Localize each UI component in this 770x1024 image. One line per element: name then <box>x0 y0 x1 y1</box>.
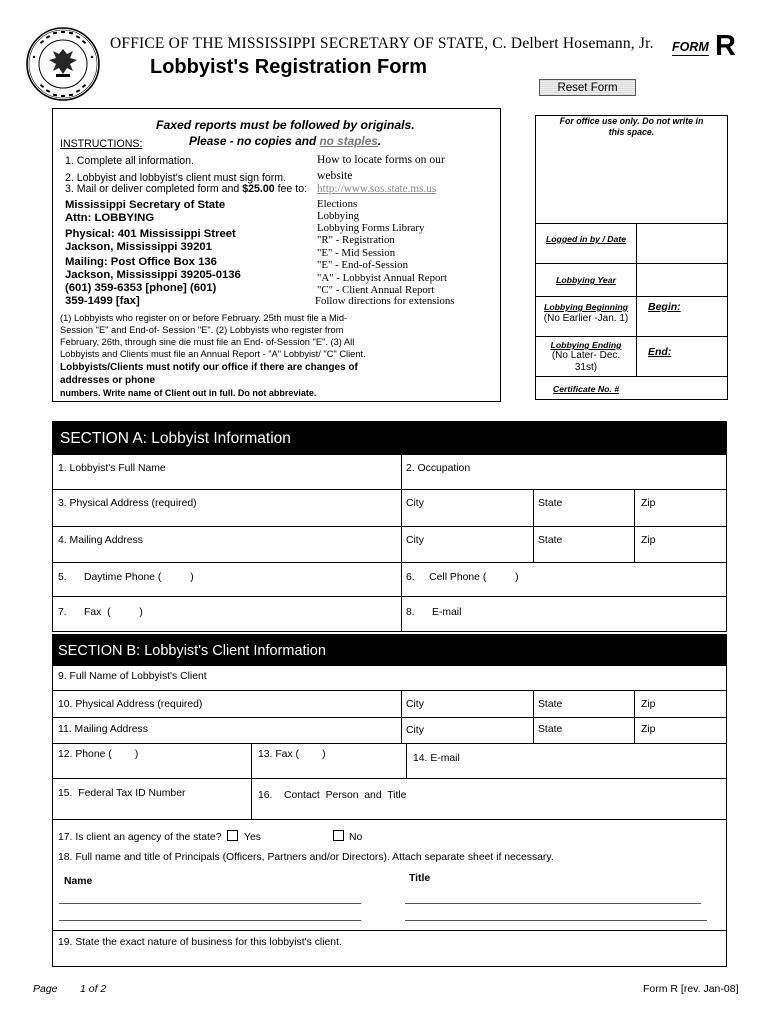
office-use-note: this space. <box>608 127 655 137</box>
locate-line: Lobbying Forms Library <box>317 222 425 234</box>
locate-line: Lobbying <box>317 210 359 222</box>
principals-instruction: 18. Full name and title of Principals (Officers, Partners and/or Directors). Attach separate sheet if necessary. <box>58 852 554 863</box>
logged-label: Logged in by / Date <box>545 234 627 244</box>
client-physical-city-field[interactable]: City <box>406 699 424 710</box>
locate-line: Follow directions for extensions <box>315 295 455 307</box>
cell-phone-field[interactable]: 6. Cell Phone ( ) <box>406 572 519 583</box>
address-line: Attn: LOBBYING <box>65 212 155 224</box>
address-line: Jackson, Mississippi 39205-0136 <box>65 269 241 281</box>
instructions-box <box>52 108 501 402</box>
ending-note: (No Later- Dec. <box>551 350 621 361</box>
locate-line: "E" - Mid Session <box>317 247 396 259</box>
agency-no-checkbox[interactable] <box>333 830 344 841</box>
state-seal-icon <box>26 27 100 101</box>
note-line: Lobbyists and Clients must file an Annual Report - "A" Lobbyist/ "C" Client. <box>60 349 366 359</box>
physical-state-field[interactable]: State <box>538 498 563 509</box>
client-physical-address-field[interactable]: 10. Physical Address (required) <box>58 699 203 710</box>
address-line: (601) 359-6353 [phone] (601) <box>65 282 217 294</box>
note-line: Lobbyists/Clients must notify our office if there are changes of <box>60 362 358 373</box>
address-line: Mississippi Secretary of State <box>65 199 226 211</box>
principal-name-label: Name <box>64 876 93 887</box>
agency-question: 17. Is client an agency of the state? <box>58 832 222 843</box>
form-letter: R <box>715 30 736 62</box>
locate-line: website <box>317 169 353 182</box>
client-phone-field[interactable]: 12. Phone ( ) <box>58 749 139 760</box>
faxed-note: Faxed reports must be followed by originals. <box>156 118 415 132</box>
form-title: Lobbyist's Registration Form <box>150 56 428 78</box>
occupation-field[interactable]: 2. Occupation <box>406 463 471 474</box>
office-use-box <box>535 115 728 400</box>
instruction-step-3: 3. Mail or deliver completed form and $25.00 fee to: <box>65 183 308 195</box>
begin-field[interactable]: Begin: <box>648 301 681 313</box>
email-field[interactable]: 8. E-mail <box>406 607 462 618</box>
physical-city-field[interactable]: City <box>406 498 424 509</box>
principal-title-line[interactable] <box>405 903 701 904</box>
principal-title-line[interactable] <box>405 920 707 921</box>
certificate-label: Certificate No. # <box>552 384 620 394</box>
mailing-address-field[interactable]: 4. Mailing Address <box>58 535 143 546</box>
section-a-header <box>52 421 727 455</box>
nature-of-business-field[interactable]: 19. State the exact nature of business for this lobbyist's client. <box>58 937 342 948</box>
form-label: FORM <box>672 40 709 54</box>
client-fax-field[interactable]: 13. Fax ( ) <box>258 749 326 760</box>
client-mailing-zip-field[interactable]: Zip <box>641 724 656 735</box>
lobbying-ending-label: Lobbying Ending <box>550 340 622 350</box>
office-use-note: For office use only. Do not write in <box>559 116 704 126</box>
agency-yes-checkbox[interactable] <box>227 830 238 841</box>
locate-line: "E" - End-of-Session <box>317 259 408 271</box>
copies-note: Please - no copies and no staples. <box>189 134 382 148</box>
fax-field[interactable]: 7. Fax ( ) <box>58 607 143 618</box>
instruction-step-1: 1. Complete all information. <box>65 155 194 167</box>
page-label: Page <box>33 983 58 995</box>
contact-person-field[interactable]: 16. Contact Person and Title <box>258 790 407 801</box>
section-b-form <box>52 666 727 967</box>
ending-note: 31st) <box>574 362 598 373</box>
lobbying-year-label: Lobbying Year <box>556 275 616 285</box>
form-revision: Form R [rev. Jan-08] <box>643 983 739 995</box>
note-line: February, 26th, through sine die must file an End- of-Session "E". (3) All <box>60 337 355 347</box>
note-line: Session "E" and End-of- Session "E". (2) Lobbyists who register from <box>60 325 344 335</box>
client-email-field[interactable]: 14. E-mail <box>413 753 460 764</box>
client-mailing-address-field[interactable]: 11. Mailing Address <box>58 724 148 735</box>
locate-line: How to locate forms on our <box>317 153 445 166</box>
mailing-zip-field[interactable]: Zip <box>641 535 656 546</box>
mailing-state-field[interactable]: State <box>538 535 563 546</box>
client-mailing-city-field[interactable]: City <box>406 725 424 736</box>
lobbying-beginning-label: Lobbying Beginning <box>544 302 628 312</box>
note-line: (1) Lobbyists who register on or before February. 25th must file a Mid- <box>60 313 348 323</box>
beginning-note: (No Earlier -Jan. 1) <box>543 313 629 324</box>
section-b-title: SECTION B: Lobbyist's Client Information <box>58 643 326 659</box>
principal-title-label: Title <box>409 873 431 884</box>
instructions-heading: INSTRUCTIONS: <box>60 138 143 150</box>
locate-line: "R" - Registration <box>317 234 395 246</box>
locate-line: Elections <box>317 198 358 210</box>
client-mailing-state-field[interactable]: State <box>538 724 563 735</box>
section-b-header <box>52 634 727 666</box>
client-physical-state-field[interactable]: State <box>538 699 563 710</box>
daytime-phone-field[interactable]: 5. Daytime Phone ( ) <box>58 572 194 583</box>
address-line: Physical: 401 Mississippi Street <box>65 228 236 240</box>
lobbyist-full-name-field[interactable]: 1. Lobbyist's Full Name <box>58 463 166 474</box>
mailing-city-field[interactable]: City <box>406 535 424 546</box>
locate-line: "C" - Client Annual Report <box>317 284 435 296</box>
office-title: OFFICE OF THE MISSISSIPPI SECRETARY OF STATE, C. Delbert Hosemann, Jr. <box>110 35 654 52</box>
reset-form-button[interactable]: Reset Form <box>539 79 636 96</box>
physical-zip-field[interactable]: Zip <box>641 498 656 509</box>
end-field[interactable]: End: <box>648 346 672 358</box>
address-line: Mailing: Post Office Box 136 <box>65 256 217 268</box>
address-line: 359-1499 [fax] <box>65 295 140 307</box>
principal-name-line[interactable] <box>59 920 361 921</box>
agency-no-label: No <box>349 832 363 843</box>
website-link[interactable]: http://www.sos.state.ms.us <box>317 183 437 195</box>
page-count: 1 of 2 <box>80 983 107 995</box>
section-a-title: SECTION A: Lobbyist Information <box>60 430 291 447</box>
address-line: Jackson, Mississippi 39201 <box>65 241 212 253</box>
instruction-step-2: 2. Lobbyist and lobbyist's client must sign form. <box>65 172 287 184</box>
federal-tax-id-field[interactable]: 15. Federal Tax ID Number <box>58 788 186 799</box>
agency-yes-label: Yes <box>244 832 261 843</box>
principal-name-line[interactable] <box>59 903 361 904</box>
physical-address-field[interactable]: 3. Physical Address (required) <box>58 498 197 509</box>
note-line: numbers. Write name of Client out in full. Do not abbreviate. <box>60 388 317 398</box>
section-a-form <box>52 455 727 632</box>
locate-line: "A" - Lobbyist Annual Report <box>317 272 447 284</box>
note-line: addresses or phone <box>60 375 156 386</box>
client-full-name-field[interactable]: 9. Full Name of Lobbyist's Client <box>58 671 207 682</box>
client-physical-zip-field[interactable]: Zip <box>641 699 656 710</box>
